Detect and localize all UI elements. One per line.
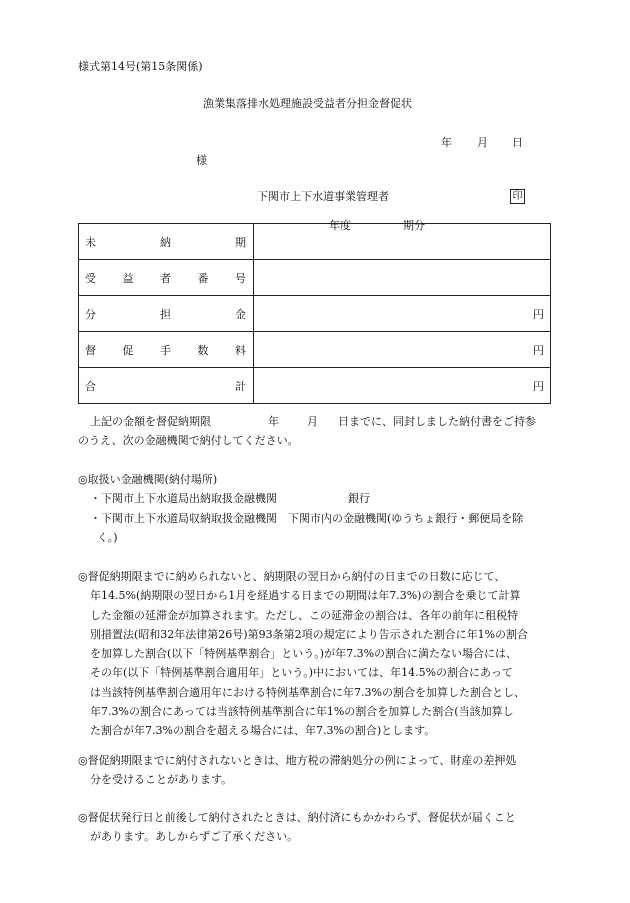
- late-fee-notice: ◎督促納期限までに納められないと、納期限の翌日から納付の日までの日数に応じて、 年14.5%(納期限の翌日から1月を経過する日までの期間は年7.3%)の割合を乗じて計算 した金額の延滞金が加算されます。ただし、この延滞金の割合は、各年の前年に租税特 別措置法(昭和32年法律第26号)第93条第2項の規定により告示された割合に年1%の割合 を加算した割合(以下「特例基準割合」という。)が年7.3%の割合に満たない場合には、 その年(以下「特例基準割合適用年」という。)中においては、年14.5%の割合にあって は当該特例基準割合適用年における特例基準割合に年7.3%の割合を加算した割合とし、 年7.3%の割合にあっては当該特例基準割合に年1%の割合を加算した割合(当該加算し た割合が年7.3%の割合を超える場合には、年7.3%の割合)とします。: [78, 570, 529, 738]
- form-number: 様式第14号(第15条関係): [78, 60, 203, 73]
- contribution-amount: 円: [254, 296, 551, 332]
- date-month: 月: [477, 136, 488, 149]
- payment-overlap-notice: ◎督促状発行日と前後して納付されたときは、納付済にもかかわらず、督促状が届くこと があります。あしからずご了承ください。: [78, 811, 516, 844]
- issuer-name: 下関市上下水道事業管理者: [257, 190, 389, 203]
- table-row: 分 担 金 円: [79, 296, 551, 332]
- date-day: 日: [512, 136, 523, 149]
- period-label: 期分: [403, 219, 425, 232]
- table-row: 合 計 円: [79, 368, 551, 404]
- bank-section: ◎取扱い金融機関(納付場所) ・下関市上下水道局出納取扱金融機関 銀行 ・下関市上下水道局収納取扱金融機関 下関市内の金融機関(ゆうちょ銀行・郵便局を除 く。): [78, 473, 524, 544]
- table-row: 未 納 期 年度 期分: [79, 224, 551, 260]
- date-year: 年: [441, 136, 452, 149]
- seal-mark: 印: [510, 189, 525, 204]
- reminder-fee-amount: 円: [254, 332, 551, 368]
- document-title: 漁業集落排水処理施設受益者分担金督促状: [203, 97, 412, 110]
- intro-paragraph: 上記の金額を督促納期限 年 月 日までに、同封しました納付書をご持参 のうえ、次の金融機関で納付してください。: [78, 415, 536, 447]
- beneficiary-number-value: [254, 260, 551, 296]
- fiscal-year-label: 年度: [329, 219, 351, 232]
- total-amount: 円: [254, 368, 551, 404]
- seizure-notice: ◎督促納期限までに納付されないときは、地方税の滞納処分の例によって、財産の差押処 分を受けることがあります。: [78, 754, 517, 787]
- table-row: 督 促 手 数 料 円: [79, 332, 551, 368]
- table-row: 受 益 者 番 号: [79, 260, 551, 296]
- recipient-suffix: 様: [196, 154, 207, 167]
- info-table: [78, 219, 551, 404]
